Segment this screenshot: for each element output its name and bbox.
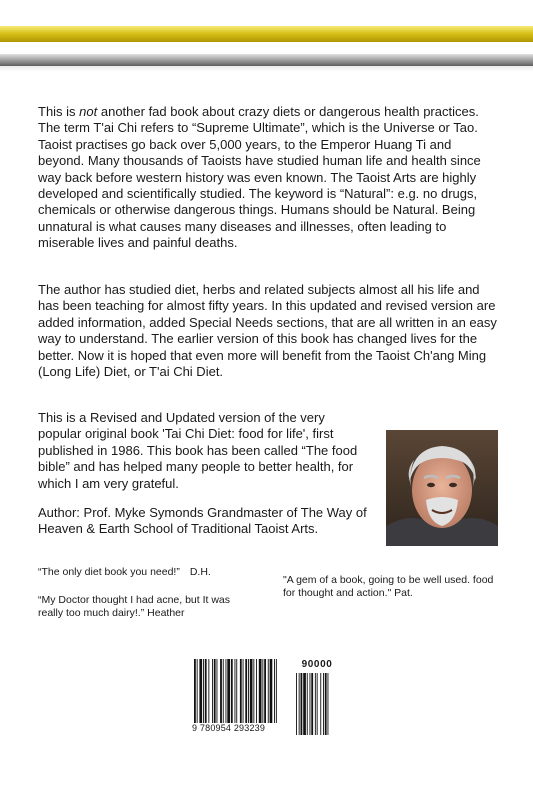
intro-paragraph xyxy=(38,104,500,252)
quote-dh xyxy=(38,566,211,579)
intro-text-start: This is xyxy=(38,104,80,119)
band-shadow xyxy=(0,66,533,72)
top-yellow-band xyxy=(0,26,533,42)
quote-pat xyxy=(283,574,508,600)
intro-text-rest: another fad book about crazy diets or dangerous health practices. The term T'ai Chi refers to “Supreme Ultimate”, which is the Universe or Tao. Taoist practises go back over 5,000 years, to the Emperor Huang Ti and beyond. Many thousands of Taoists have studied human life and health since way back before western history was even known. The Taoist Arts are highly developed and scientifically studied. The keyword is “Natural”: e.g. no drugs, chemicals or otherwise dangerous things. Humans should be Natural. Being unnatural is what causes many diseases and illnesses, often leading to miserable lives and painful deaths. xyxy=(38,104,481,251)
quote-text: “My Doctor thought I had acne, but It was really too much dairy!.” xyxy=(38,594,231,620)
quote-heather xyxy=(38,594,253,620)
author-credit-paragraph: Author: Prof. Myke Symonds Grandmaster of The Way of Heaven & Earth School of Traditional Taoist Arts. xyxy=(38,505,367,537)
quote-attribution: Pat. xyxy=(394,587,413,600)
quote-attribution: D.H. xyxy=(189,566,211,578)
author-photo xyxy=(386,430,498,546)
intro-emphasis: not xyxy=(79,104,98,119)
quote-attribution: Heather xyxy=(147,607,185,620)
quote-text: "A gem of a book, going to be well used. food for thought and action." xyxy=(283,574,494,600)
edition-paragraph: This is a Revised and Updated version of the very popular original book 'Tai Chi Diet: food for life', first published in 1986. This book has been called “The food bible” and has helped many people to better health, for which I am very grateful. xyxy=(38,410,358,491)
quote-text: “The only diet book you need!” xyxy=(38,566,180,578)
top-grey-band xyxy=(0,54,533,66)
isbn-number: 9 780954 293239 xyxy=(192,723,292,733)
barcode-addon-number: 90000 xyxy=(301,659,333,670)
author-study-paragraph: The author has studied diet, herbs and related subjects almost all his life and has been teaching for almost fifty years. In this updated and revised version are added information, added Special Needs sections, that are all written in an easy way to understand. The earlier version of this book has changed lives for the better. Now it is hoped that even more will benefit from the Taoist Ch'ang Ming (Long Life) Diet, or T'ai Chi Diet. xyxy=(38,282,497,380)
author-portrait-icon xyxy=(386,430,498,546)
